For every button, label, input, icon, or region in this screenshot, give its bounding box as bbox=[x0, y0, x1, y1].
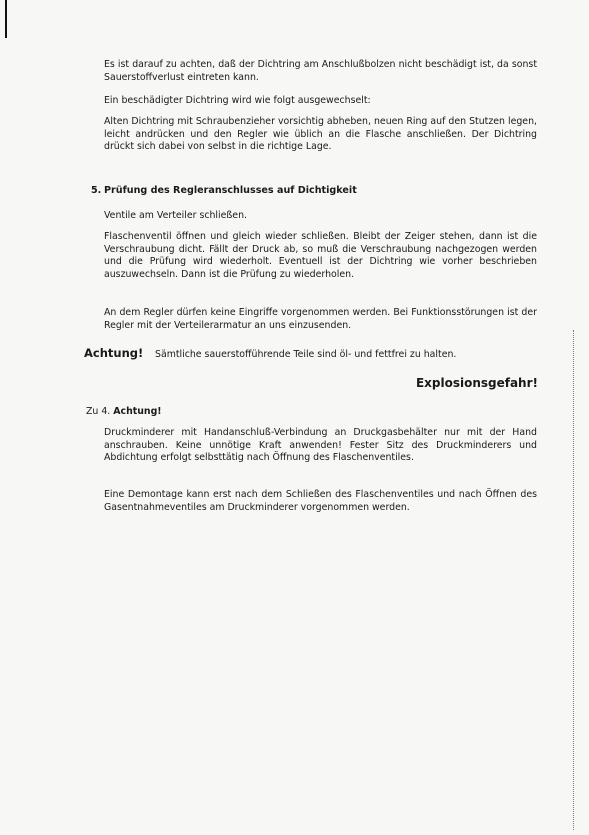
page-edge-mark bbox=[5, 0, 7, 38]
paragraph-replacement-intro: Ein beschädigter Dichtring wird wie folgt ausgewechselt: bbox=[104, 95, 371, 106]
section-heading bbox=[91, 185, 531, 198]
warning-label: Achtung! bbox=[84, 346, 144, 360]
explosion-warning: Explosionsgefahr! bbox=[415, 376, 538, 390]
section-title: Prüfung des Regleranschlusses auf Dichtigkeit bbox=[104, 185, 357, 196]
note-heading bbox=[86, 406, 386, 419]
paragraph-replacement-steps: Alten Dichtring mit Schraubenzieher vorsichtig abheben, neuen Ring auf den Stutzen legen, leicht andrücken und den Regler wie üblich an die Flasche anschließen. Der Dichtring drückt sich dabei von selbst in die richtige Lage. bbox=[104, 116, 537, 153]
section-number: 5. bbox=[91, 185, 102, 196]
warning-text: Sämtliche sauerstofführende Teile sind öl- und fettfrei zu halten. bbox=[155, 349, 457, 360]
paragraph-no-interference: An dem Regler dürfen keine Eingriffe vorgenommen werden. Bei Funktionsstörungen ist der Regler mit der Verteilerarmatur an uns einzusenden. bbox=[104, 307, 537, 331]
warning-line bbox=[84, 347, 538, 362]
note-prefix: Zu 4. bbox=[86, 406, 111, 417]
paragraph-close-valves: Ventile am Verteiler schließen. bbox=[104, 210, 247, 221]
paragraph-dismantling: Eine Demontage kann erst nach dem Schließen des Flaschenventiles und nach Öffnen des Gasentnahmeventiles am Druckminderer vorgenommen werden. bbox=[104, 489, 537, 513]
note-label: Achtung! bbox=[113, 406, 162, 417]
page-binding-dots bbox=[573, 330, 574, 830]
paragraph-hand-connection: Druckminderer mit Handanschluß-Verbindung an Druckgasbehälter nur mit der Hand anschrauben. Keine unnötige Kraft anwenden! Fester Sitz des Druckminderers und Abdichtung erfolgt selbsttätig nach Öffnung des Flaschenventiles. bbox=[104, 427, 537, 464]
paragraph-test-procedure: Flaschenventil öffnen und gleich wieder schließen. Bleibt der Zeiger stehen, dann ist die Verschraubung dicht. Fällt der Druck ab, so muß die Verschraubung nachgezogen werden und die Prüfung wird wiederholt. Eventuell ist der Dichtring wie vorher beschrieben auszuwechseln. Dann ist die Prüfung zu wiederholen. bbox=[104, 231, 537, 280]
paragraph-sealing-ring-check: Es ist darauf zu achten, daß der Dichtring am Anschlußbolzen nicht beschädigt ist, da sonst Sauerstoffverlust eintreten kann. bbox=[104, 59, 537, 83]
